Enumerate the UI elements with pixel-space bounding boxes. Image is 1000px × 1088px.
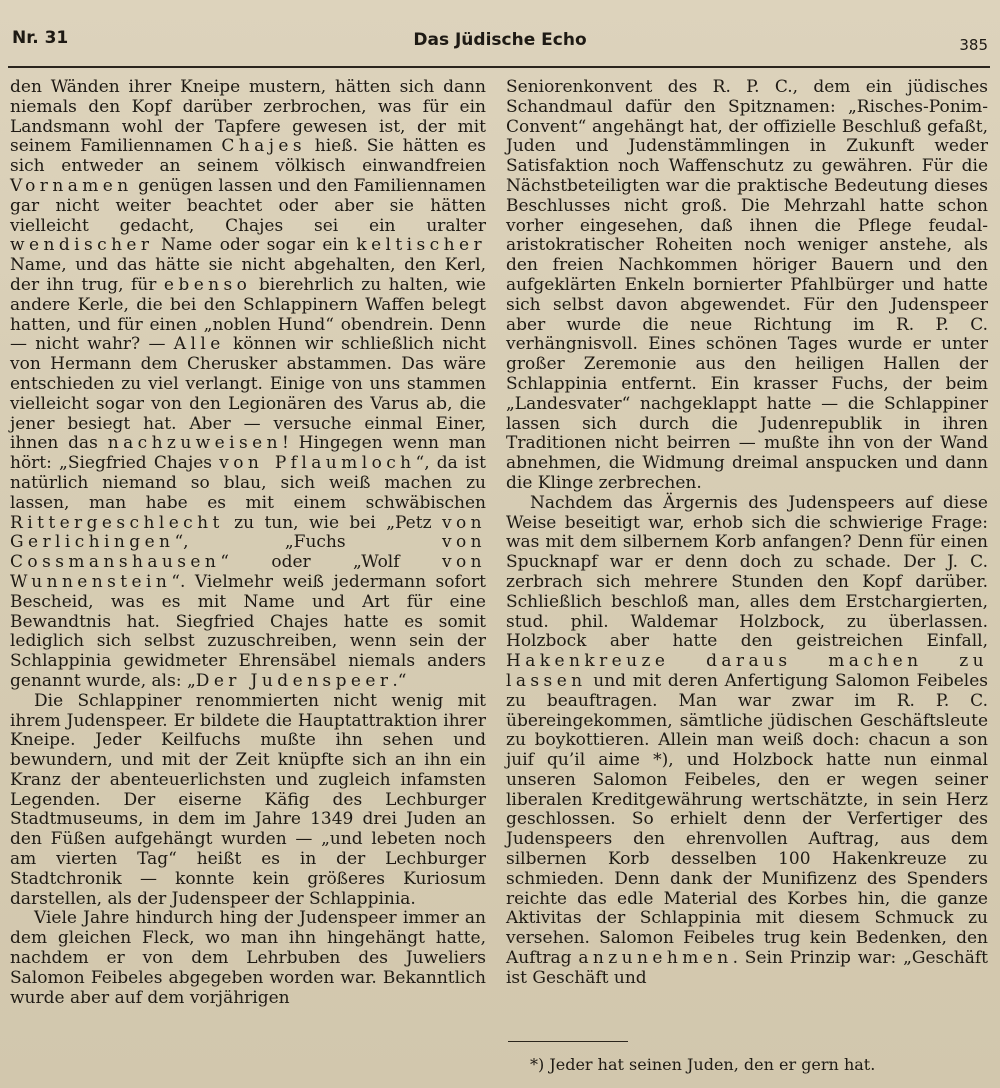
paragraph (506, 494, 988, 989)
text-run: können wir schließlich nicht von Hermann dem Cherusker abstammen. Das wäre entschieden zu viel verlangt. Einige von uns stammen vielleicht sogar von den Legionären des Varus ab, die jener besiegt hat. Aber — versuche einmal Einer, ihnen das (10, 334, 486, 454)
text-run: “, „Fuchs (174, 532, 442, 553)
spaced-text: Rittergeschlecht (10, 512, 224, 533)
text-run: Name oder sogar ein (153, 235, 357, 256)
spaced-text: Vornamen (10, 175, 133, 196)
page-number: 385 (959, 36, 988, 54)
spaced-text: von Wunnenstein (10, 552, 486, 592)
footnote-rule (508, 1041, 628, 1042)
text-run: den Wänden ihrer Kneipe mustern, hätten sich dann niemals den Kopf darüber zerbrochen, was für ein Landsmann wohl der Tapfere gewesen ist, der mit seinem Familiennamen (10, 77, 486, 157)
text-run: und mit deren Anfertigung Salomon Feibeles zu beauftragen. Man war zwar im R. P. C. übereingekommen, sämtliche jüdischen Geschäftsleute zu boykottieren. Allein man weiß doch: chacun a son juif qu’il aime *), und Holzbock hatte nun einmal unseren Salomon Feibeles, den er wegen seiner liberalen Kreditgewährung wertschätzte, in sein Herz geschlossen. So erhielt denn der Verfertiger des Judenspeers den ehrenvollen Auftrag, aus dem silbernen Korb desselben 100 Hakenkreuze zu schmieden. Denn dank der Munifizenz des Spenders reichte das edle Material des Korbes hin, die ganze Aktivitas der Schlappinia mit diesem Schmuck zu versehen. Salomon Feibeles trug kein Bedenken, den Auftrag (506, 670, 988, 969)
text-run: Name, und das hätte sie nicht abgehalten, den Kerl, der ihn trug, für (10, 255, 486, 295)
issue-number: Nr. 31 (12, 28, 69, 48)
text-run: . Sein Prinzip war: „Geschäft ist Geschäft und (506, 948, 988, 988)
spaced-text: anzunehmen (578, 948, 733, 969)
text-run: bierehrlich zu halten, wie andere Kerle, die bei den Schlappinern Waffen belegt hatten, und für einen „noblen Hund“ obendrein. Denn — nicht wahr? — (10, 274, 486, 355)
spaced-text: Der Judenspeer (195, 670, 393, 691)
paragraph (506, 78, 988, 494)
text-run: “, da ist natürlich niemand so blau, sich weiß machen zu lassen, man habe es mit einem schwäbischen (10, 453, 486, 513)
spaced-text: keltischer (356, 235, 486, 256)
text-run: Die Schlappiner renommierten nicht wenig mit ihrem Judenspeer. Er bildete die Hauptattraktion ihrer Kneipe. Jeder Keilfuchs mußte ihn sehen und bewundern, und mit der Zeit knüpfte sich an ihn ein Kranz der abenteuerlichsten und zugleich infamsten Legenden. Der eiserne Käfig des Lechburger Stadtmuseums, in dem im Jahre 1349 drei Juden an den Füßen aufgehängt wurden — „und lebeten noch am vierten Tag“ heißt es in der Lechburger Stadtchronik — konnte kein größeres Kuriosum darstellen, als der Judenspeer der Schlappinia. (10, 690, 486, 909)
paragraph (10, 78, 486, 692)
text-run: genügen lassen und den Familiennamen gar nicht weiter beachtet oder aber sie hätten vielleicht gedacht, Chajes sei ein uralter (10, 175, 486, 236)
spaced-text: von Cossmanshausen (10, 532, 486, 573)
text-run: ! Hingegen wenn man hört: „Siegfried Chajes (10, 433, 486, 474)
spaced-text: Chajes (221, 136, 307, 157)
spaced-text: von Pflaumloch (219, 453, 416, 474)
text-run: Viele Jahre hindurch hing der Judenspeer immer an dem gleichen Fleck, wo man ihn hingehängt hatte, nachdem er von dem Lehrbuben des Juweliers Salomon Feibeles abgegeben worden war. Bekanntlich wurde aber auf dem vorjährigen (10, 908, 486, 1008)
header-rule (8, 66, 990, 68)
spaced-text: Hakenkreuze daraus machen zu lassen (506, 651, 988, 691)
text-run: hieß. Sie hätten es sich entweder an seinem völkisch einwandfreien (10, 136, 487, 177)
text-column-right (506, 78, 988, 989)
paragraph (10, 909, 486, 1008)
newspaper-title: Das Jüdische Echo (413, 30, 587, 50)
spaced-text: wendischer (10, 235, 154, 256)
text-run: “ oder „Wolf (220, 552, 442, 573)
spaced-text: Alle (173, 334, 225, 355)
text-run: .“ (392, 670, 407, 691)
text-run: Seniorenkonvent des R. P. C., dem ein jüdisches Schandmaul dafür den Spitznamen: „Risches-Ponim-Convent“ angehängt hat, der offizielle Beschluß gefaßt, Juden und Judenstämmlingen in Zukunft weder Satisfaktion noch Waffenschutz zu gewähren. Für die Nächstbeteiligten war die praktische Bedeutung dieses Beschlusses nicht groß. Die Mehrzahl hatte schon vorher eingesehen, daß ihnen die Pflege feudal-aristokratischer Roheiten noch weniger anstehe, als den freien Nachkommen höriger Bauern und den aufgeklärten Enkeln bornierter Pfahlbürger und hatte sich selbst davon abgewendet. Für den Judenspeer aber wurde die neue Richtung im R. P. C. verhängnisvoll. Eines schönen Tages wurde er unter großer Zeremonie aus den heiligen Hallen der Schlappinia entfernt. Ein krasser Fuchs, der beim „Landesvater“ nachgeklappt hatte — die Schlappiner lassen sich durch die Judenrepublik in ihren Traditionen nicht beirren — mußte ihn von der Wand abnehmen, die Widmung dreimal anspucken und dann die Klinge zerbrechen. (506, 77, 988, 493)
spaced-text: von Gerlichingen (10, 512, 486, 553)
text-run: “. Vielmehr weiß jedermann sofort Bescheid, was es mit Name und Art für eine Bewandtnis hat. Siegfried Chajes hatte es somit lediglich sich selbst zuzuschreiben, wenn sein der Schlappinia gewidmeter Ehrensäbel niemals anders genannt wurde, als: „ (10, 571, 486, 691)
spaced-text: ebenso (163, 274, 252, 295)
text-run: Nachdem das Ärgernis des Judenspeers auf diese Weise beseitigt war, erhob sich die schwierige Frage: was mit dem silbernem Korb anfangen? Denn für einen Spucknapf war er denn doch zu schade. Der J. C. zerbrach sich mehrere Stunden den Kopf darüber. Schließlich beschloß man, alles dem Erstchargierten, stud. phil. Waldemar Holzbock, zu überlassen. Holzbock aber hatte den geistreichen Einfall, (506, 492, 988, 652)
text-column-left (10, 78, 486, 1008)
footnote: *) Jeder hat seinen Juden, den er gern hat. (530, 1055, 876, 1074)
paragraph (10, 692, 486, 910)
text-run: zu tun, wie bei „Petz (223, 512, 442, 533)
page-header (12, 26, 988, 62)
spaced-text: nachzuweisen (107, 433, 282, 454)
